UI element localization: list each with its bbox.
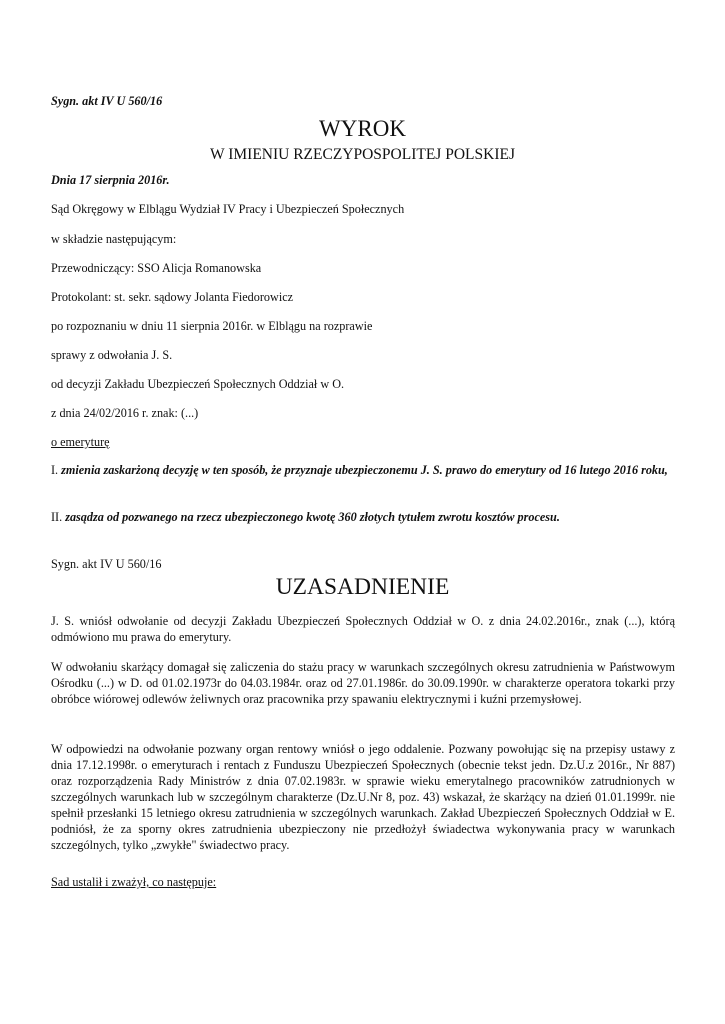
ruling-point-2	[51, 509, 675, 525]
judgment-date: Dnia 17 sierpnia 2016r.	[51, 173, 170, 187]
composition-line: w składzie następującym:	[51, 232, 177, 246]
hearing-line: po rozpoznaniu w dniu 11 sierpnia 2016r. w Elblągu na rozprawie	[51, 319, 373, 333]
ruling-point-1-text: zmienia zaskarżoną decyzję w ten sposób, że przyznaje ubezpieczonemu J. S. prawo do emerytury od 16 lutego 2016 roku,	[61, 463, 668, 477]
decision-from-line: od decyzji Zakładu Ubezpieczeń Społecznych Oddział w O.	[51, 377, 345, 391]
case-signature-top: Sygn. akt IV U 560/16	[51, 94, 163, 108]
justification-paragraph-1: J. S. wniósł odwołanie od decyzji Zakładu Ubezpieczeń Społecznych Oddział w O. z dnia 24.02.2016r., znak (...), którą odmówiono mu prawa do emerytury.	[51, 614, 675, 644]
ruling-point-1	[51, 462, 675, 478]
justification-title: UZASADNIENIE	[275, 574, 450, 600]
justification-paragraph-2: W odwołaniu skarżący domagał się zaliczenia do stażu pracy w warunkach szczególnych okresu zatrudnienia w Państwowym Ośrodku (...) w D. od 01.02.1973r do 04.03.1984r. oraz od 27.01.1986r. do 30.09.1990r. w charakterze operatora tokarki przy obróbce wiórowej odlewów żeliwnych oraz pracownika przy spawaniu elektrycznymi i kuźni przemysłowej.	[51, 660, 675, 706]
chair-line: Przewodniczący: SSO Alicja Romanowska	[51, 261, 262, 275]
judgment-subtitle: W IMIENIU RZECZYPOSPOLITEJ POLSKIEJ	[210, 146, 515, 163]
findings-heading: Sad ustalił i zważył, co następuje:	[51, 875, 217, 889]
case-signature-bottom: Sygn. akt IV U 560/16	[51, 557, 162, 571]
decision-date-line: z dnia 24/02/2016 r. znak: (...)	[51, 406, 199, 420]
subject-line: o emeryturę	[51, 435, 110, 449]
case-line: sprawy z odwołania J. S.	[51, 348, 173, 362]
judgment-title: WYROK	[319, 116, 406, 141]
ruling-point-2-text: zasądza od pozwanego na rzecz ubezpieczonego kwotę 360 złotych tytułem zwrotu kosztów procesu.	[65, 510, 560, 524]
clerk-line: Protokolant: st. sekr. sądowy Jolanta Fiedorowicz	[51, 290, 294, 304]
justification-paragraph-3: W odpowiedzi na odwołanie pozwany organ rentowy wniósł o jego oddalenie. Pozwany powołując się na przepisy ustawy z dnia 17.12.1998r. o emeryturach i rentach z Funduszu Ubezpieczeń Społecznych (obecnie tekst jedn. Dz.U.z 2016r., Nr 887) oraz rozporządzenia Rady Ministrów z dnia 07.02.1983r. w sprawie wieku emerytalnego pracowników zatrudnionych w szczególnych warunkach lub w szczególnym charakterze (Dz.U.Nr 8, poz. 43) wskazał, że skarżący na dzień 01.01.1999r. nie spełnił przesłanki 15 letniego okresu zatrudnienia w szczególnych warunkach. Zakład Ubezpieczeń Społecznych Oddział w E. podniósł, że za sporny okres zatrudnienia ubezpieczony nie przedłożył świadectwa wykonywania pracy w warunkach szczególnych, tylko „zwykłe" świadectwo pracy.	[51, 742, 675, 852]
ruling-point-1-number: I.	[51, 463, 59, 477]
ruling-point-2-number: II.	[51, 510, 63, 524]
court-name: Sąd Okręgowy w Elblągu Wydział IV Pracy i Ubezpieczeń Społecznych	[51, 202, 405, 216]
